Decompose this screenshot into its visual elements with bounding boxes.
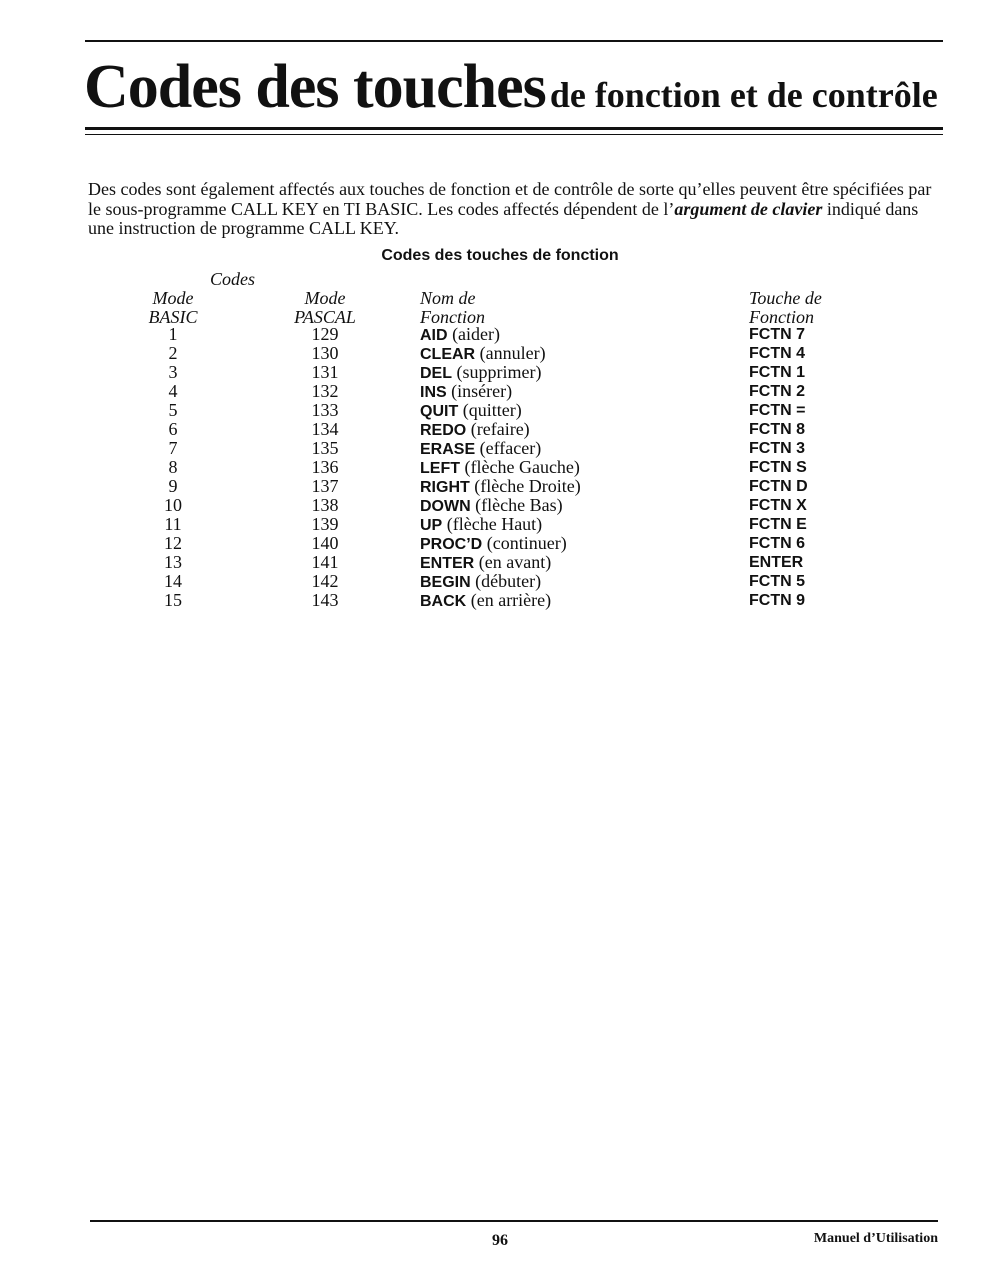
- pascal-code: 139: [311, 514, 339, 534]
- basic-code: 9: [168, 476, 178, 496]
- function-name: [420, 382, 512, 402]
- function-keyword: INS: [420, 384, 447, 401]
- function-description: (flèche Gauche): [460, 457, 580, 477]
- function-key: FCTN X: [749, 497, 807, 514]
- table-row: [0, 591, 1000, 610]
- function-key: FCTN =: [749, 402, 806, 419]
- function-keyword: RIGHT: [420, 479, 470, 496]
- basic-code: 5: [168, 400, 178, 420]
- basic-code: 12: [164, 533, 182, 553]
- function-description: (insérer): [446, 381, 513, 401]
- function-keyword: QUIT: [420, 403, 459, 420]
- function-keyword: ENTER: [420, 555, 475, 572]
- table-row: [0, 325, 1000, 344]
- manual-title: Manuel d’Utilisation: [813, 1231, 938, 1246]
- pascal-code: 130: [311, 343, 339, 363]
- function-key: FCTN 4: [749, 345, 805, 362]
- function-description: (flèche Haut): [442, 514, 543, 534]
- function-keyword: DEL: [420, 365, 452, 382]
- basic-code: 7: [168, 438, 178, 458]
- function-name: [420, 401, 522, 421]
- function-keyword: PROC’D: [420, 536, 483, 553]
- intro-text-1: Des codes sont également affectés aux touches de fonction et de contrôle de sorte qu’elles peuvent être spécifiées par le sous-programme CALL KEY en TI BASIC. Les codes affectés dépendent de l’: [88, 179, 932, 219]
- pascal-code: 137: [311, 476, 339, 496]
- top-rule: [85, 40, 943, 42]
- function-name: [420, 458, 580, 478]
- function-key: FCTN 1: [749, 364, 805, 381]
- function-key-table: [0, 325, 1000, 610]
- function-name: [420, 572, 541, 592]
- title-rule-thick: [85, 127, 943, 130]
- header-pascal-line1: Mode: [304, 288, 346, 308]
- pascal-code: 134: [311, 419, 339, 439]
- function-name: [420, 363, 541, 383]
- function-name: [420, 477, 581, 497]
- intro-emphasis: argument de clavier: [674, 198, 823, 219]
- function-key: FCTN 5: [749, 573, 805, 590]
- function-description: (supprimer): [452, 362, 542, 382]
- table-row: [0, 496, 1000, 515]
- pascal-code: 141: [311, 552, 339, 572]
- pascal-code: 133: [311, 400, 339, 420]
- basic-code: 14: [164, 571, 182, 591]
- header-key-line2: Fonction: [749, 307, 814, 327]
- function-keyword: CLEAR: [420, 346, 476, 363]
- pascal-code: 138: [311, 495, 339, 515]
- basic-code: 1: [168, 324, 178, 344]
- header-codes: Codes: [210, 269, 255, 289]
- function-name: [420, 325, 500, 345]
- basic-code: 13: [164, 552, 182, 572]
- header-key-line1: Touche de: [749, 288, 822, 308]
- table-row: [0, 382, 1000, 401]
- function-key: FCTN E: [749, 516, 807, 533]
- table-row: [0, 401, 1000, 420]
- intro-paragraph: [88, 180, 948, 239]
- table-row: [0, 477, 1000, 496]
- table-row: [0, 458, 1000, 477]
- header-basic-line2: BASIC: [148, 307, 198, 327]
- table-row: [0, 420, 1000, 439]
- basic-code: 6: [168, 419, 178, 439]
- pascal-code: 132: [311, 381, 339, 401]
- function-keyword: UP: [420, 517, 443, 534]
- function-keyword: LEFT: [420, 460, 460, 477]
- table-row: [0, 515, 1000, 534]
- pascal-code: 129: [311, 324, 339, 344]
- pascal-code: 131: [311, 362, 339, 382]
- basic-code: 15: [164, 590, 182, 610]
- header-name-line1: Nom de: [420, 288, 476, 308]
- function-name: [420, 344, 546, 364]
- basic-code: 3: [168, 362, 178, 382]
- page-title-main: Codes des touches: [84, 53, 546, 121]
- function-description: (effacer): [475, 438, 542, 458]
- table-row: [0, 534, 1000, 553]
- table-row: [0, 553, 1000, 572]
- basic-code: 10: [164, 495, 182, 515]
- header-name-line2: Fonction: [420, 307, 485, 327]
- function-key: FCTN 6: [749, 535, 805, 552]
- pascal-code: 143: [311, 590, 339, 610]
- pascal-code: 135: [311, 438, 339, 458]
- function-name: [420, 420, 530, 440]
- page-title: [84, 52, 938, 123]
- function-name: [420, 496, 563, 516]
- function-keyword: DOWN: [420, 498, 471, 515]
- function-key: FCTN 7: [749, 326, 805, 343]
- function-key: FCTN S: [749, 459, 807, 476]
- function-keyword: AID: [420, 327, 448, 344]
- intro-text-2: indiqué dans une instruction de programme CALL KEY.: [88, 198, 919, 238]
- function-keyword: BEGIN: [420, 574, 471, 591]
- table-row: [0, 344, 1000, 363]
- basic-code: 4: [168, 381, 178, 401]
- function-description: (flèche Bas): [470, 495, 563, 515]
- pascal-code: 142: [311, 571, 339, 591]
- function-description: (refaire): [466, 419, 530, 439]
- function-key: FCTN 8: [749, 421, 805, 438]
- function-description: (flèche Droite): [469, 476, 581, 496]
- function-name: [420, 591, 551, 611]
- page-number: 96: [492, 1232, 508, 1249]
- page-title-sub: de fonction et de contrôle: [549, 75, 938, 115]
- function-description: (continuer): [482, 533, 567, 553]
- header-basic-line1: Mode: [152, 288, 194, 308]
- function-name: [420, 439, 541, 459]
- footer-rule: [90, 1220, 938, 1222]
- function-key: FCTN D: [749, 478, 808, 495]
- function-key: FCTN 9: [749, 592, 805, 609]
- table-title: Codes des touches de fonction: [381, 247, 619, 264]
- header-pascal-line2: PASCAL: [294, 307, 356, 327]
- function-key: ENTER: [749, 554, 804, 571]
- function-name: [420, 515, 542, 535]
- function-keyword: REDO: [420, 422, 467, 439]
- function-key: FCTN 3: [749, 440, 805, 457]
- function-name: [420, 553, 551, 573]
- function-description: (débuter): [470, 571, 542, 591]
- function-keyword: BACK: [420, 593, 467, 610]
- pascal-code: 140: [311, 533, 339, 553]
- function-name: [420, 534, 567, 554]
- function-description: (annuler): [475, 343, 546, 363]
- function-description: (quitter): [458, 400, 522, 420]
- table-row: [0, 363, 1000, 382]
- function-description: (en arrière): [466, 590, 552, 610]
- pascal-code: 136: [311, 457, 339, 477]
- table-row: [0, 572, 1000, 591]
- title-rule-thin: [85, 134, 943, 135]
- function-key: FCTN 2: [749, 383, 805, 400]
- function-keyword: ERASE: [420, 441, 476, 458]
- basic-code: 11: [164, 514, 182, 534]
- function-description: (en avant): [474, 552, 552, 572]
- table-row: [0, 439, 1000, 458]
- function-description: (aider): [447, 324, 501, 344]
- basic-code: 2: [168, 343, 178, 363]
- basic-code: 8: [168, 457, 178, 477]
